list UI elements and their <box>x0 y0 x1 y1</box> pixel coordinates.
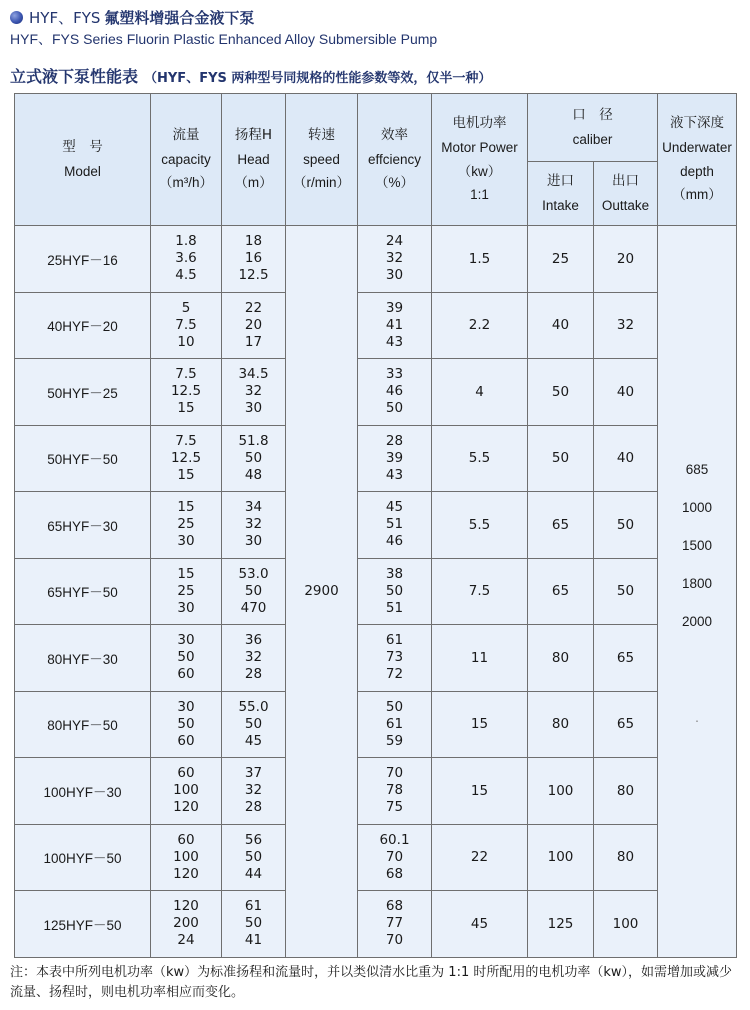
capacity-value: 120 <box>173 898 199 915</box>
intake-cell: 80 <box>528 691 594 758</box>
head-cell <box>222 492 286 559</box>
power-cell: 15 <box>432 758 528 825</box>
table-row <box>15 824 737 891</box>
outtake-cell: 50 <box>594 558 658 625</box>
power-cell: 2.2 <box>432 292 528 359</box>
header-capacity-unit: （m³/h） <box>159 175 213 191</box>
head-value: 18 <box>244 233 263 250</box>
header-model-en: Model <box>64 163 101 179</box>
page-header <box>10 6 740 47</box>
capacity-value: 30 <box>177 698 195 715</box>
efficiency-value: 50 <box>385 582 404 599</box>
header-outtake <box>594 162 658 226</box>
efficiency-value: 70 <box>385 765 404 782</box>
capacity-value: 5 <box>181 299 191 316</box>
depth-value: 1000 <box>681 500 713 516</box>
header-depth-en1: Underwater <box>662 139 732 155</box>
speed-cell: 2900 <box>286 226 358 958</box>
outtake-cell: 50 <box>594 492 658 559</box>
header-head-cn: 扬程H <box>234 127 273 144</box>
model-cell: 50HYF－25 <box>15 359 151 426</box>
header-capacity-en: capacity <box>161 151 211 167</box>
section-title <box>10 64 491 87</box>
header-speed-unit: （r/min） <box>293 175 350 191</box>
head-value: 34 <box>244 499 263 516</box>
efficiency-value: 68 <box>385 898 404 915</box>
capacity-value: 60 <box>177 831 195 848</box>
capacity-value: 60 <box>177 765 195 782</box>
head-value: 50 <box>244 848 263 865</box>
capacity-cell <box>151 226 222 293</box>
head-cell <box>222 359 286 426</box>
efficiency-value: 46 <box>385 533 404 550</box>
capacity-value: 25 <box>177 582 195 599</box>
head-value: 44 <box>244 865 263 882</box>
head-value: 61 <box>244 898 263 915</box>
table-row <box>15 625 737 692</box>
head-value: 32 <box>244 516 263 533</box>
head-value: 30 <box>244 400 263 417</box>
footnote: 注：本表中所列电机功率（kw）为标准扬程和流量时，并以类似清水比重为 1:1 时所配用的电机功率（kw），如需增加或减少流量、扬程时，则电机功率相应而变化。 <box>10 965 733 1000</box>
head-value: 12.5 <box>238 267 269 284</box>
efficiency-value: 41 <box>385 316 404 333</box>
efficiency-value: 43 <box>385 333 404 350</box>
outtake-cell: 100 <box>594 891 658 958</box>
header-outtake-cn: 出口 <box>612 172 639 189</box>
capacity-cell <box>151 292 222 359</box>
efficiency-value: 38 <box>385 565 404 582</box>
table-row <box>15 492 737 559</box>
head-value: 51.8 <box>238 432 269 449</box>
head-cell <box>222 691 286 758</box>
table-row <box>15 425 737 492</box>
capacity-value: 100 <box>173 782 199 799</box>
model-cell: 100HYF－30 <box>15 758 151 825</box>
efficiency-value: 72 <box>385 666 404 683</box>
header-eff-cn: 效率 <box>381 127 408 144</box>
head-cell <box>222 292 286 359</box>
capacity-cell <box>151 891 222 958</box>
efficiency-value: 73 <box>385 649 404 666</box>
efficiency-value: 45 <box>385 499 404 516</box>
capacity-value: 30 <box>177 632 195 649</box>
power-cell: 5.5 <box>432 492 528 559</box>
efficiency-cell <box>358 425 432 492</box>
capacity-value: 15 <box>177 400 195 417</box>
depth-dot-mark: · <box>694 713 700 729</box>
capacity-value: 10 <box>177 333 195 350</box>
header-depth-en2: depth <box>680 163 714 179</box>
table-row <box>15 758 737 825</box>
power-cell: 4 <box>432 359 528 426</box>
intake-cell: 40 <box>528 292 594 359</box>
header-head-unit: （m） <box>234 175 273 191</box>
table-row <box>15 558 737 625</box>
capacity-value: 120 <box>173 799 199 816</box>
capacity-cell <box>151 691 222 758</box>
efficiency-value: 39 <box>385 449 404 466</box>
efficiency-cell <box>358 492 432 559</box>
efficiency-cell <box>358 824 432 891</box>
header-capacity-cn: 流量 <box>172 127 200 144</box>
header-model-cn: 型 号 <box>62 138 103 155</box>
capacity-value: 25 <box>177 516 195 533</box>
efficiency-value: 68 <box>385 865 404 882</box>
capacity-value: 50 <box>177 649 195 666</box>
head-cell <box>222 226 286 293</box>
capacity-cell <box>151 625 222 692</box>
head-value: 28 <box>244 799 263 816</box>
head-value: 37 <box>244 765 263 782</box>
model-cell: 100HYF－50 <box>15 824 151 891</box>
outtake-cell: 40 <box>594 359 658 426</box>
capacity-value: 15 <box>177 499 195 516</box>
efficiency-value: 33 <box>385 366 404 383</box>
efficiency-value: 50 <box>385 400 404 417</box>
head-value: 22 <box>244 299 263 316</box>
header-intake <box>528 162 594 226</box>
power-cell: 22 <box>432 824 528 891</box>
capacity-value: 12.5 <box>170 383 202 400</box>
header-speed-en: speed <box>303 151 340 167</box>
capacity-value: 7.5 <box>175 432 197 449</box>
outtake-cell: 80 <box>594 758 658 825</box>
capacity-value: 30 <box>177 599 195 616</box>
head-value: 48 <box>244 466 263 483</box>
title-cn-prefix: HYF、FYS <box>29 8 101 27</box>
capacity-cell <box>151 758 222 825</box>
head-value: 30 <box>244 533 263 550</box>
table-row <box>15 359 737 426</box>
efficiency-cell <box>358 226 432 293</box>
efficiency-value: 46 <box>385 383 404 400</box>
title-cn <box>10 6 740 28</box>
header-intake-en: Intake <box>542 197 579 213</box>
efficiency-value: 61 <box>385 715 404 732</box>
efficiency-value: 39 <box>385 299 404 316</box>
header-depth-cn: 液下深度 <box>670 115 724 132</box>
capacity-value: 60 <box>177 666 195 683</box>
title-en: HYF、FYS Series Fluorin Plastic Enhanced Alloy Submersible Pump <box>10 31 438 47</box>
capacity-value: 50 <box>177 715 195 732</box>
capacity-value: 15 <box>177 466 195 483</box>
efficiency-cell <box>358 691 432 758</box>
model-cell: 65HYF－50 <box>15 558 151 625</box>
capacity-value: 120 <box>173 865 199 882</box>
efficiency-value: 78 <box>385 782 404 799</box>
capacity-value: 4.5 <box>175 267 197 284</box>
intake-cell: 100 <box>528 758 594 825</box>
model-cell: 40HYF－20 <box>15 292 151 359</box>
header-speed <box>286 94 358 226</box>
efficiency-value: 77 <box>385 915 404 932</box>
table-row <box>15 292 737 359</box>
head-value: 34.5 <box>238 366 269 383</box>
capacity-value: 15 <box>177 565 195 582</box>
head-value: 50 <box>244 449 263 466</box>
header-caliber-en: caliber <box>572 131 613 147</box>
header-power-unit: （kw） <box>457 163 502 179</box>
head-value: 32 <box>244 649 263 666</box>
header-power-en: Motor Power <box>441 139 518 155</box>
head-value: 55.0 <box>238 698 269 715</box>
efficiency-value: 43 <box>385 466 404 483</box>
efficiency-cell <box>358 359 432 426</box>
head-cell <box>222 758 286 825</box>
header-eff-en: effciency <box>367 151 422 167</box>
header-head-en: Head <box>237 151 270 167</box>
head-value: 32 <box>244 383 263 400</box>
intake-cell: 25 <box>528 226 594 293</box>
power-cell: 15 <box>432 691 528 758</box>
head-value: 36 <box>244 632 263 649</box>
head-value: 45 <box>244 732 263 749</box>
outtake-cell: 20 <box>594 226 658 293</box>
efficiency-value: 70 <box>385 932 404 949</box>
efficiency-cell <box>358 758 432 825</box>
capacity-value: 3.6 <box>175 250 197 267</box>
efficiency-value: 50 <box>385 698 404 715</box>
depth-value: 1500 <box>681 538 713 554</box>
efficiency-value: 60.1 <box>379 831 410 848</box>
intake-cell: 50 <box>528 425 594 492</box>
head-value: 20 <box>244 316 263 333</box>
model-cell: 80HYF－30 <box>15 625 151 692</box>
section-title-text: 立式液下泵性能表 <box>10 67 139 86</box>
header-efficiency <box>358 94 432 226</box>
intake-cell: 125 <box>528 891 594 958</box>
header-caliber <box>528 94 658 162</box>
header-power-ratio: 1:1 <box>470 187 489 203</box>
table-row <box>15 226 737 293</box>
head-value: 50 <box>244 582 263 599</box>
header-depth-unit: （mm） <box>672 187 722 203</box>
efficiency-value: 32 <box>385 250 404 267</box>
header-head <box>222 94 286 226</box>
table-body <box>15 226 737 958</box>
intake-cell: 100 <box>528 824 594 891</box>
efficiency-value: 51 <box>385 516 404 533</box>
model-cell: 125HYF－50 <box>15 891 151 958</box>
efficiency-value: 51 <box>385 599 404 616</box>
performance-table-wrap <box>14 93 736 958</box>
head-value: 28 <box>244 666 263 683</box>
header-power <box>432 94 528 226</box>
head-value: 53.0 <box>238 565 269 582</box>
header-intake-cn: 进口 <box>547 172 574 189</box>
model-cell: 50HYF－50 <box>15 425 151 492</box>
power-cell: 45 <box>432 891 528 958</box>
intake-cell: 50 <box>528 359 594 426</box>
efficiency-value: 70 <box>385 848 404 865</box>
model-cell: 65HYF－30 <box>15 492 151 559</box>
efficiency-cell <box>358 625 432 692</box>
intake-cell: 65 <box>528 558 594 625</box>
head-value: 41 <box>244 932 263 949</box>
capacity-value: 60 <box>177 732 195 749</box>
head-cell <box>222 824 286 891</box>
outtake-cell: 65 <box>594 691 658 758</box>
capacity-value: 30 <box>177 533 195 550</box>
model-cell: 80HYF－50 <box>15 691 151 758</box>
header-model <box>15 94 151 226</box>
power-cell: 11 <box>432 625 528 692</box>
performance-table <box>14 93 737 958</box>
header-power-cn: 电机功率 <box>452 115 507 132</box>
head-cell <box>222 558 286 625</box>
head-value: 50 <box>244 715 263 732</box>
head-value: 470 <box>240 599 267 616</box>
head-value: 56 <box>244 831 263 848</box>
efficiency-cell <box>358 292 432 359</box>
power-cell: 5.5 <box>432 425 528 492</box>
capacity-cell <box>151 558 222 625</box>
title-cn-text: 氟塑料增强合金液下泵 <box>104 8 255 27</box>
table-row <box>15 691 737 758</box>
capacity-value: 24 <box>177 932 195 949</box>
capacity-value: 7.5 <box>175 316 197 333</box>
header-capacity <box>151 94 222 226</box>
capacity-cell <box>151 359 222 426</box>
efficiency-value: 59 <box>385 732 404 749</box>
header-speed-cn: 转速 <box>308 127 335 144</box>
efficiency-value: 28 <box>385 432 404 449</box>
head-value: 50 <box>244 915 263 932</box>
outtake-cell: 65 <box>594 625 658 692</box>
capacity-cell <box>151 824 222 891</box>
power-cell: 1.5 <box>432 226 528 293</box>
head-value: 16 <box>244 250 263 267</box>
header-depth <box>658 94 737 226</box>
header-caliber-cn: 口 径 <box>572 106 613 123</box>
power-cell: 7.5 <box>432 558 528 625</box>
outtake-cell: 32 <box>594 292 658 359</box>
efficiency-cell <box>358 891 432 958</box>
efficiency-cell <box>358 558 432 625</box>
intake-cell: 80 <box>528 625 594 692</box>
depth-value: 1800 <box>681 576 713 592</box>
efficiency-value: 61 <box>385 632 404 649</box>
outtake-cell: 40 <box>594 425 658 492</box>
section-subtitle: （HYF、FYS 两种型号同规格的性能参数等效，仅半一种） <box>144 71 492 86</box>
efficiency-value: 30 <box>385 267 404 284</box>
bullet-circle-icon <box>10 11 23 24</box>
model-cell: 25HYF－16 <box>15 226 151 293</box>
efficiency-value: 75 <box>385 799 404 816</box>
capacity-value: 1.8 <box>175 233 197 250</box>
capacity-cell <box>151 492 222 559</box>
intake-cell: 65 <box>528 492 594 559</box>
capacity-cell <box>151 425 222 492</box>
header-eff-unit: （%） <box>374 175 414 191</box>
header-outtake-en: Outtake <box>601 197 650 213</box>
head-cell <box>222 891 286 958</box>
outtake-cell: 80 <box>594 824 658 891</box>
head-cell <box>222 625 286 692</box>
head-cell <box>222 425 286 492</box>
efficiency-value: 24 <box>385 233 404 250</box>
capacity-value: 200 <box>173 915 199 932</box>
depth-cell <box>658 226 737 958</box>
capacity-value: 12.5 <box>170 449 202 466</box>
depth-value: 685 <box>685 462 709 478</box>
head-value: 17 <box>244 333 263 350</box>
head-value: 32 <box>244 782 263 799</box>
table-row <box>15 891 737 958</box>
capacity-value: 7.5 <box>175 366 197 383</box>
depth-value: 2000 <box>681 614 713 630</box>
capacity-value: 100 <box>173 848 199 865</box>
